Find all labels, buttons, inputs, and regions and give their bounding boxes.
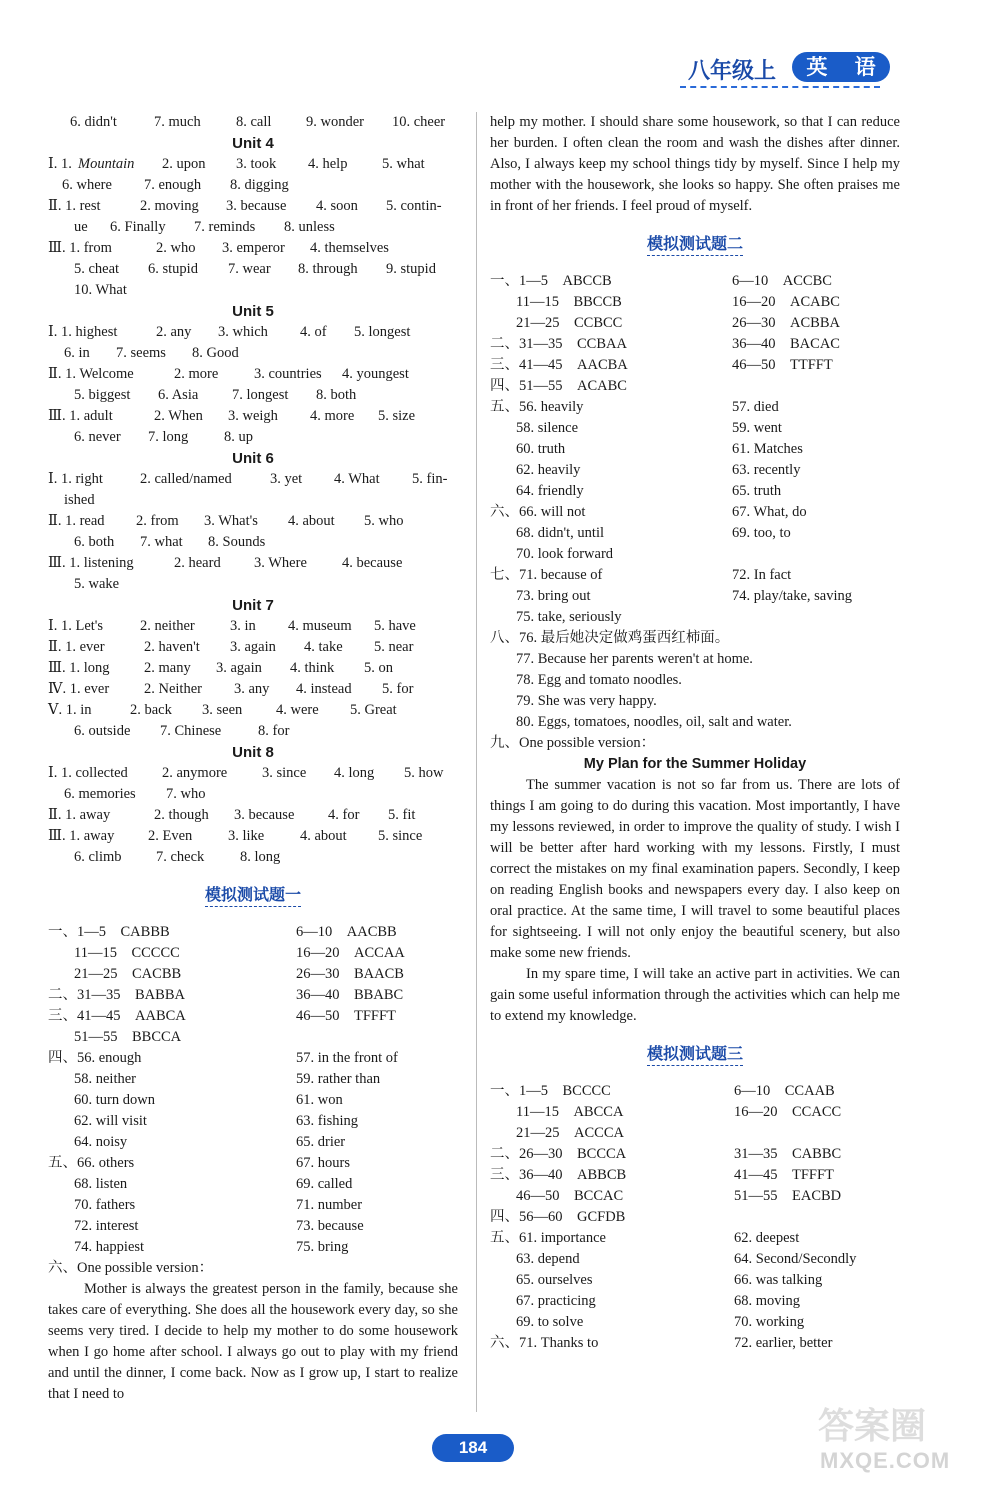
- answer-line: 65. ourselves 66. was talking: [516, 1272, 823, 1288]
- answer-line: ished: [64, 492, 95, 508]
- answer-line: 6. both 7. what 8. Sounds: [74, 534, 266, 550]
- answer-line: 80. Eggs, tomatoes, noodles, oil, salt and water.: [516, 714, 792, 730]
- unit-heading: Unit 7: [232, 597, 274, 614]
- answer-line: 6. in 7. seems 8. Good: [64, 345, 239, 361]
- essay-intro: 六、One possible version：: [48, 1260, 214, 1276]
- answer-line: 6. outside 7. Chinese 8. for: [74, 723, 290, 739]
- answer-line: 58. neither 59. rather than: [74, 1071, 381, 1087]
- answer-line: 5. biggest 6. Asia 7. longest 8. both: [74, 387, 357, 403]
- answer-line: Ⅱ. 1. rest 2. moving 3. because 4. soon 5. contin-: [48, 198, 442, 214]
- answer-line: 二、31—35 BABBA 36—40 BBABC: [48, 987, 404, 1003]
- answer-line: 68. didn't, until 69. too, to: [516, 525, 791, 541]
- page-number: 184: [432, 1434, 514, 1462]
- answer-line: 五、56. heavily 57. died: [490, 399, 779, 415]
- column-divider: [476, 112, 477, 1412]
- answer-line: 69. to solve 70. working: [516, 1314, 805, 1330]
- unit-heading: Unit 6: [232, 450, 274, 467]
- answer-line: Ⅲ. 1. from 2. who 3. emperor 4. themselves: [48, 240, 389, 256]
- essay-paragraph: The summer vacation is not so far from us. There are lots of things I am going to do during this vacation. Most importantly, I have my lessons reviewed, in order to improve the quality of study. I wish I will be better after hard working with my lessons. Firstly, I must correct the mistakes on my final examination papers. Secondly, I keep on reading English books and newspapers every day. I also keep on oral practice. At the same time, I will travel to some beautiful places for sightseeing. I will not only enjoy the beautiful scenery, but also make some new friends.: [490, 777, 900, 961]
- test1-answers: [48, 922, 458, 1258]
- answer-line: 6. climb 7. check 8. long: [74, 849, 281, 865]
- answer-line: 67. practicing 68. moving: [516, 1293, 801, 1309]
- answer-line: 72. interest 73. because: [74, 1218, 364, 1234]
- answer-line: 11—15 ABCCA 16—20 CCACC: [516, 1104, 842, 1120]
- answer-line: 68. listen 69. called: [74, 1176, 353, 1192]
- answer-line: Ⅰ. 1. Let's 2. neither 3. in 4. museum 5. have: [48, 618, 416, 634]
- answer-line: 6. never 7. long 8. up: [74, 429, 253, 445]
- answer-line: 60. truth 61. Matches: [516, 441, 803, 457]
- unit-heading: Unit 4: [232, 135, 274, 152]
- answer-line: 六、66. will not 67. What, do: [490, 504, 807, 520]
- answer-line: 77. Because her parents weren't at home.: [516, 651, 753, 667]
- answer-line: Ⅲ. 1. away 2. Even 3. like 4. about 5. since: [48, 828, 423, 844]
- answer-line: Ⅴ. 1. in 2. back 3. seen 4. were 5. Great: [48, 702, 397, 718]
- answer-line: 5. cheat 6. stupid 7. wear 8. through 9. stupid: [74, 261, 436, 277]
- answer-line: 四、56—60 GCFDB: [490, 1209, 626, 1225]
- answer-line: 五、66. others 67. hours: [48, 1155, 350, 1171]
- answer-line: 5. wake: [74, 576, 120, 592]
- answer-line: 11—15 BBCCB 16—20 ACABC: [516, 294, 840, 310]
- answer-line: 79. She was very happy.: [516, 693, 657, 709]
- answer-line: 四、56. enough 57. in the front of: [48, 1050, 398, 1066]
- essay-intro: 九、One possible version：: [490, 735, 656, 751]
- answer-line: Ⅳ. 1. ever 2. Neither 3. any 4. instead 5. for: [48, 681, 414, 697]
- answer-line: 73. bring out 74. play/take, saving: [516, 588, 853, 604]
- answer-line: 三、41—45 AACBA 46—50 TTFFT: [490, 357, 833, 373]
- answer-line: 三、36—40 ABBCB 41—45 TFFFT: [490, 1167, 834, 1183]
- test3-answers: [490, 1081, 900, 1354]
- right-column: [490, 112, 900, 1354]
- answer-line: Ⅱ. 1. ever 2. haven't 3. again 4. take 5. near: [48, 639, 414, 655]
- section-title: 模拟测试题一: [48, 882, 458, 908]
- grade-label: 八年级上: [688, 59, 777, 84]
- answer-line: 二、26—30 BCCCA 31—35 CABBC: [490, 1146, 842, 1162]
- answer-line: 62. will visit 63. fishing: [74, 1113, 359, 1129]
- answer-line: Ⅰ. 1. right 2. called/named 3. yet 4. What 5. fin-: [48, 471, 448, 487]
- answer-line: 11—15 CCCCC 16—20 ACCAA: [74, 945, 405, 961]
- answer-line: 21—25 CACBB 26—30 BAACB: [74, 966, 404, 982]
- site-watermark: [812, 1398, 982, 1478]
- answer-line: 三、41—45 AABCA 46—50 TFFFT: [48, 1008, 396, 1024]
- answer-line: 64. friendly 65. truth: [516, 483, 782, 499]
- answer-line: 21—25 CCBCC 26—30 ACBBA: [516, 315, 840, 331]
- answer-line: Ⅰ. 1. collected 2. anymore 3. since 4. long 5. how: [48, 765, 444, 781]
- answer-line: Ⅲ. 1. long 2. many 3. again 4. think 5. on: [48, 660, 393, 676]
- section-title: 模拟测试题二: [490, 231, 900, 257]
- answer-line: 6. didn't 7. much 8. call 9. wonder 10. cheer: [70, 114, 446, 130]
- answer-line: 八、76. 最后她决定做鸡蛋西红柿面。: [490, 630, 730, 646]
- answer-line: 五、61. importance 62. deepest: [490, 1230, 800, 1246]
- page-header: [640, 46, 930, 96]
- answer-line: ue 6. Finally 7. reminds 8. unless: [74, 219, 335, 235]
- answer-line: 一、1—5 ABCCB 6—10 ACCBC: [490, 273, 832, 289]
- answer-line: Ⅰ. 1. Mountain 2. upon 3. took 4. help 5. what: [48, 156, 425, 172]
- answer-line: Ⅱ. 1. away 2. though 3. because 4. for 5. fit: [48, 807, 416, 823]
- answer-line: 78. Egg and tomato noodles.: [516, 672, 682, 688]
- answer-line: 63. depend 64. Second/Secondly: [516, 1251, 857, 1267]
- answer-line: 70. look forward: [516, 546, 614, 562]
- answer-line: 一、1—5 BCCCC 6—10 CCAAB: [490, 1083, 835, 1099]
- answer-line: 6. memories 7. who: [64, 786, 206, 802]
- answer-line: Ⅰ. 1. highest 2. any 3. which 4. of 5. longest: [48, 324, 411, 340]
- answer-line: 74. happiest 75. bring: [74, 1239, 349, 1255]
- essay-continuation: help my mother. I should share some housework, so that I can reduce her burden. I often clean the room and wash the dishes after dinner. Also, I always keep my school things tidy by myself. Since I help my mother with the housework, she looks so happy. She often praises me in front of her friends. I feel proud of myself.: [490, 114, 900, 214]
- subject-badge: 英 语: [792, 52, 890, 82]
- answer-line: 一、1—5 CABBB 6—10 AACBB: [48, 924, 397, 940]
- answer-line: Ⅲ. 1. listening 2. heard 3. Where 4. because: [48, 555, 403, 571]
- answer-line: 70. fathers 71. number: [74, 1197, 363, 1213]
- answer-line: 51—55 BBCCA: [74, 1029, 182, 1045]
- answer-line: Ⅱ. 1. Welcome 2. more 3. countries 4. youngest: [48, 366, 409, 382]
- answer-line: Ⅱ. 1. read 2. from 3. What's 4. about 5. who: [48, 513, 404, 529]
- answer-line: 62. heavily 63. recently: [516, 462, 801, 478]
- answer-line: 二、31—35 CCBAA 36—40 BACAC: [490, 336, 840, 352]
- answer-line: 75. take, seriously: [516, 609, 622, 625]
- answer-line: 64. noisy 65. drier: [74, 1134, 346, 1150]
- answer-line: 六、71. Thanks to 72. earlier, better: [490, 1335, 833, 1351]
- unit-heading: Unit 5: [232, 303, 274, 320]
- answer-line: 60. turn down 61. won: [74, 1092, 343, 1108]
- answer-line: 46—50 BCCAC 51—55 EACBD: [516, 1188, 842, 1204]
- essay-title: My Plan for the Summer Holiday: [583, 756, 807, 772]
- left-column: [48, 112, 458, 1405]
- answer-line: 10. What: [74, 282, 127, 298]
- essay-paragraph: Mother is always the greatest person in the family, because she takes care of everything. She does all the housework every day, so she seems very tired. I decide to help my mother to do some housework when I go home after school. I always go out to play with my friend and until the dinner, I come back. Now as I grow up, I start to realize that I need to: [48, 1281, 458, 1402]
- unit-heading: Unit 8: [232, 744, 274, 761]
- answer-line: 58. silence 59. went: [516, 420, 782, 436]
- section-title: 模拟测试题三: [490, 1041, 900, 1067]
- answer-line: 四、51—55 ACABC: [490, 378, 627, 394]
- header-rule: [680, 86, 880, 88]
- watermark-url: MXQE.COM: [820, 1448, 951, 1473]
- answer-line: 6. where 7. enough 8. digging: [62, 177, 289, 193]
- answer-line: 21—25 ACCCA: [516, 1125, 624, 1141]
- essay-paragraph: In my spare time, I will take an active part in activities. We can gain some useful information through the activities which can help me to extend my knowledge.: [490, 966, 900, 1024]
- test2-answers: [490, 271, 900, 754]
- answer-line: 七、71. because of 72. In fact: [490, 567, 792, 583]
- watermark-logo-text: 答案圈: [818, 1406, 927, 1447]
- answer-line: Ⅲ. 1. adult 2. When 3. weigh 4. more 5. size: [48, 408, 416, 424]
